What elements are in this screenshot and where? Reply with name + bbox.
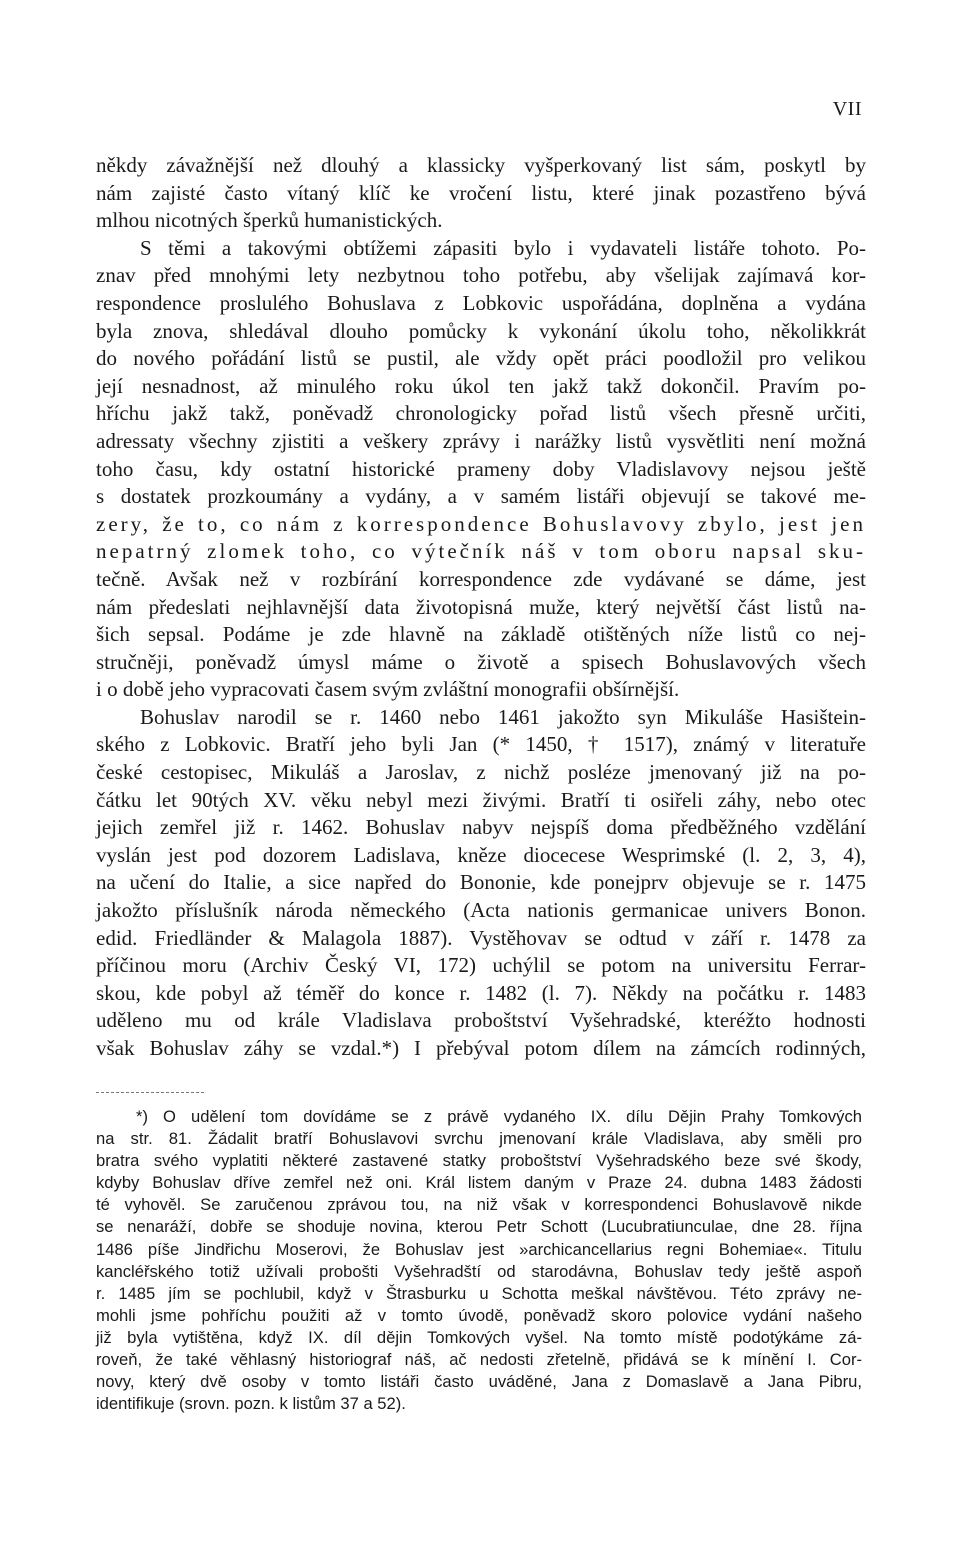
text-line: na učení do Italie, a sice napřed do Bononie, kde ponejprv objevuje se r. 1475 xyxy=(96,870,866,895)
footnote-line: roveň, že také věhlasný historiograf náš, ač nedosti zřetelně, přidává se k mínění I. Cor- xyxy=(96,1350,862,1370)
text-line: její nesnadnost, až minulého roku úkol ten jakž takž dokončil. Pravím po- xyxy=(96,373,866,398)
text-line: uděleno mu od krále Vladislava proboštství Vyšehradské, kteréžto hodnosti xyxy=(96,1008,866,1033)
footnote-line: na str. 81. Žádalit bratří Bohuslavovi svrchu jmenovaní krále Vladislava, aby směli pro xyxy=(96,1129,862,1149)
text-line: nám předeslati nejhlavnější data životopisná muže, který největší část listů na- xyxy=(96,594,866,619)
main-text xyxy=(96,152,866,1063)
footnote-line: *) O udělení tom dovídáme se z právě vydaného IX. dílu Dějin Prahy Tomkových xyxy=(136,1107,862,1126)
text-line: s dostatek prozkoumány a vydány, a v samém listáři objevují se takové me- xyxy=(96,484,866,509)
text-line: české cestopisec, Mikuláš a Jaroslav, z nichž posléze jmenovaný již na po- xyxy=(96,760,866,785)
text-line: stručněji, poněvadž úmysl máme o životě a spisech Bohuslavových všech xyxy=(96,649,866,674)
text-line: mlhou nicotných šperků humanistických. xyxy=(96,208,443,233)
footnote-divider xyxy=(96,1092,204,1093)
text-line: adressaty všechny zjistiti a veškery zprávy i narážky listů vysvětliti není možná xyxy=(96,428,866,453)
footnote-line: se nenaráží, dobře se shoduje novina, kterou Petr Schott (Lucubratiunculae, dne 28. října xyxy=(96,1217,862,1237)
text-line: však Bohuslav záhy se vzdal.*) I přebýval potom dílem na zámcích rodinných, xyxy=(96,1036,866,1060)
text-line: šich sepsal. Podáme je zde hlavně na základě otištěných níže listů co nej- xyxy=(96,622,866,647)
text-line: někdy závažnější než dlouhý a klassicky vyšperkovaný list sám, poskytl by xyxy=(96,153,866,177)
footnote-line: mohli jsme pohříchu použiti až v tomto úvodě, poněvadž skoro polovice vydání našeho xyxy=(96,1305,862,1325)
text-line: tečně. Avšak než v rozbírání korrespondence zde vydávané se dáme, jest xyxy=(96,566,866,591)
text-line: i o době jeho vypracovati časem svým zvláštní monografii obšírnější. xyxy=(96,677,680,702)
text-line: nám zajisté často vítaný klíč ke vročení listu, které jinak pozastřeno bývá xyxy=(96,180,866,205)
text-line: příčinou moru (Archiv Český VI, 172) uchýlil se potom na universitu Ferrar- xyxy=(96,953,866,978)
text-line: vyslán jest pod dozorem Ladislava, kněze diocecese Wesprimské (l. 2, 3, 4), xyxy=(96,842,866,867)
text-line: jejich zemřel již r. 1462. Bohuslav nabyv nejspíš doma předběžného vzdělání xyxy=(96,815,866,840)
text-line: edid. Friedländer & Malagola 1887). Vystěhovav se odtud v září r. 1478 za xyxy=(96,925,866,950)
text-line: čátku let 90tých XV. věku nebyl mezi živými. Bratří ti osiřeli záhy, nebo otec xyxy=(96,787,866,812)
text-line: S těmi a takovými obtížemi zápasiti bylo i vydavateli listáře tohoto. Po- xyxy=(140,235,866,260)
footnote-line: kancléřského totiž užívali probošti Vyšehradští od starodávna, Bohuslav tedy ještě aspoň xyxy=(96,1261,862,1281)
text-line: do nového pořádání listů se pustil, ale vždy opět práci poodložil pro velikou xyxy=(96,346,866,371)
footnote-line: r. 1485 jím se pochlubil, když v Štrasburku u Schotta meškal návštěvou. Této zprávy ne- xyxy=(96,1283,862,1303)
footnote-line: kdyby Bohuslav dříve zemřel než oni. Král listem daným v Praze 24. dubna 1483 žádosti xyxy=(96,1173,862,1193)
text-line: zery, že to, co nám z korrespondence Bohuslavovy zbylo, jest jen xyxy=(96,511,866,536)
footnote xyxy=(96,1106,862,1415)
text-line: Bohuslav narodil se r. 1460 nebo 1461 jakožto syn Mikuláše Hasištein- xyxy=(140,704,866,729)
text-line: znav před mnohými lety nezbytnou toho potřebu, aby všelijak zajímavá kor- xyxy=(96,263,866,288)
footnote-line: již byla vytištěna, když IX. díl dějin Tomkových vyšel. Na tomto místě podotýkáme zá- xyxy=(96,1327,862,1347)
text-line: nepatrný zlomek toho, co výtečník náš v tom oboru napsal sku- xyxy=(96,539,866,564)
footnote-line: té vyhověl. Se zaručenou zprávou tou, na niž však v korrespondenci Bohuslavově nikde xyxy=(96,1195,862,1215)
text-line: hříchu jakž takž, poněvadž chronologicky pořad listů všech přesně určiti, xyxy=(96,401,866,426)
text-line: byla znova, shledával dlouho pomůcky k vykonání úkolu toho, několikkrát xyxy=(96,318,866,343)
text-line: jakožto příslušník národa německého (Acta nationis germanicae univers Bonon. xyxy=(96,898,866,923)
text-line: skou, kde pobyl až téměř do konce r. 1482 (l. 7). Někdy na počátku r. 1483 xyxy=(96,980,866,1005)
footnote-line: bratra svého vyplatiti některé zastavené statky proboštství Vyšehradského beze své škody, xyxy=(96,1151,862,1171)
footnote-line: 1486 píše Jindřichu Moserovi, že Bohuslav jest »archicancellarius regni Bohemiae«. Titulu xyxy=(96,1239,862,1259)
text-line: toho času, kdy ostatní historické prameny doby Vladislavovy nejsou ještě xyxy=(96,456,866,481)
footnote-line: novy, který dvě osoby v tomto listáři často uváděné, Jana z Domaslavě a Jana Pibru, xyxy=(96,1372,862,1392)
text-line: ského z Lobkovic. Bratří jeho byli Jan (* 1450, † 1517), známý v literatuře xyxy=(96,732,866,757)
page-number: VII xyxy=(832,98,862,120)
text-line: respondence proslulého Bohuslava z Lobkovic uspořádána, doplněna a vydána xyxy=(96,290,866,315)
footnote-line: identifikuje (srovn. pozn. k listům 37 a 52). xyxy=(96,1394,406,1414)
